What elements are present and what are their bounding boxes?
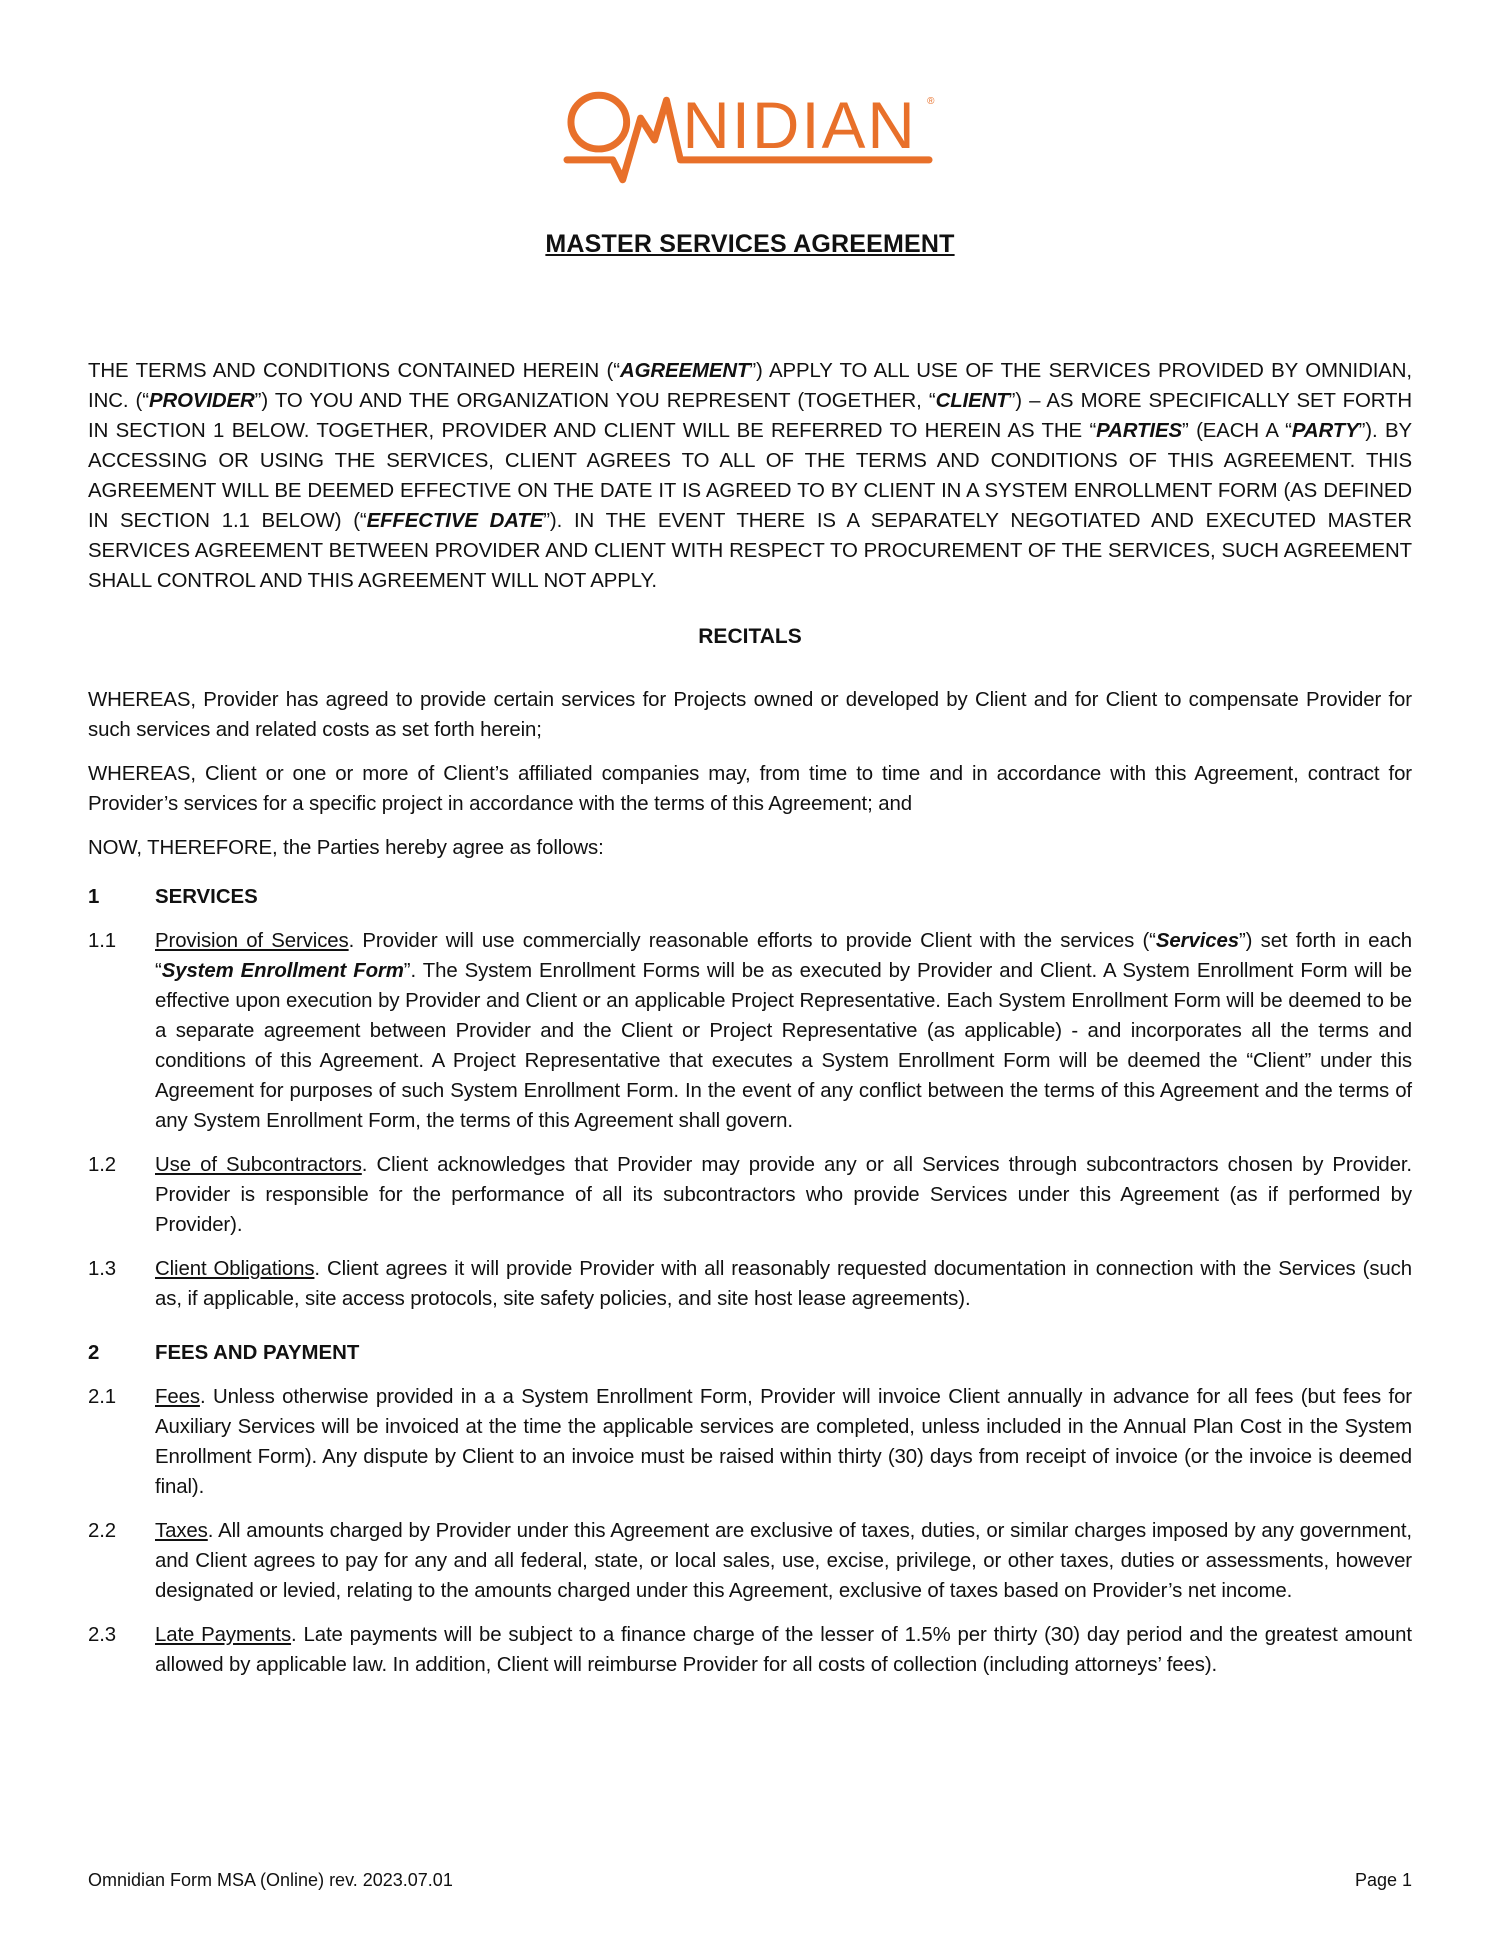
page-number: Page 1 bbox=[1354, 1870, 1412, 1890]
defined-term: PROVIDER bbox=[148, 390, 255, 412]
defined-term: CLIENT bbox=[935, 390, 1009, 412]
logo-wordmark: NIDIAN bbox=[682, 88, 917, 162]
recitals-heading: RECITALS bbox=[698, 625, 802, 648]
clause-1-3: 1.3 Client Obligations. Client agrees it will provide Provider with all reasonably requested documentation in connection with the Services (such as, if applicable, site access protocols, site safety policies, and site host lease agreements). bbox=[88, 1258, 1412, 1310]
defined-term: PARTY bbox=[1291, 420, 1359, 442]
registered-mark: ® bbox=[927, 96, 935, 108]
whereas-2: WHEREAS, Client or one or more of Client’s affiliated companies may, from time to time and in accordance with this Agreement, contract for Provider’s services for a specific project in accordance with the terms of this Agreement; and bbox=[88, 763, 1412, 815]
clause-caption: Fees bbox=[155, 1386, 200, 1408]
defined-term: AGREEMENT bbox=[619, 360, 750, 382]
omnidian-logo-icon bbox=[563, 88, 941, 188]
defined-term: Services bbox=[1155, 930, 1239, 952]
defined-term: EFFECTIVE DATE bbox=[366, 510, 544, 532]
document-title: MASTER SERVICES AGREEMENT bbox=[545, 230, 955, 258]
whereas-1: WHEREAS, Provider has agreed to provide certain services for Projects owned or developed by Client and for Client to compensate Provider for such services and related costs as set forth herein; bbox=[88, 689, 1412, 741]
clause-caption: Taxes bbox=[155, 1520, 208, 1542]
now-therefore: NOW, THEREFORE, the Parties hereby agree as follows: bbox=[88, 837, 604, 859]
page-footer bbox=[88, 1870, 1412, 1891]
section-heading: 1 SERVICES bbox=[88, 886, 258, 908]
clause-2-1: 2.1 Fees. Unless otherwise provided in a a System Enrollment Form, Provider will invoice Client annually in advance for all fees (but fees for Auxiliary Services will be invoiced at the time the applicable services are completed, unless included in the Annual Plan Cost in the System Enrollment Form). Any dispute by Client to an invoice must be raised within thirty (30) days from receipt of invoice (or the invoice is deemed final). bbox=[88, 1386, 1412, 1498]
clause-caption: Client Obligations bbox=[155, 1258, 315, 1280]
clause-2-2: 2.2 Taxes. All amounts charged by Provider under this Agreement are exclusive of taxes, duties, or similar charges imposed by any government, and Client agrees to pay for any and all federal, state, or local sales, use, excise, privilege, or other taxes, duties or assessments, however designated or levied, relating to the amounts charged under this Agreement, exclusive of taxes based on Provider’s net income. bbox=[88, 1520, 1412, 1602]
sections bbox=[88, 882, 1412, 1694]
omnidian-logo bbox=[563, 88, 941, 188]
defined-term: System Enrollment Form bbox=[161, 960, 404, 982]
preamble: THE TERMS AND CONDITIONS CONTAINED HEREIN (“AGREEMENT”) APPLY TO ALL USE OF THE SERVICES PROVIDED BY OMNIDIAN, INC. (“PROVIDER”) TO YOU AND THE ORGANIZATION YOU REPRESENT (TOGETHER, “CLIENT”) – AS MORE SPECIFICALLY SET FORTH IN SECTION 1 BELOW. TOGETHER, PROVIDER AND CLIENT WILL BE REFERRED TO HEREIN AS THE “PARTIES” (EACH A “PARTY”). BY ACCESSING OR USING THE SERVICES, CLIENT AGREES TO ALL OF THE TERMS AND CONDITIONS OF THIS AGREEMENT. THIS AGREEMENT WILL BE DEEMED EFFECTIVE ON THE DATE IT IS AGREED TO BY CLIENT IN A SYSTEM ENROLLMENT FORM (AS DEFINED IN SECTION 1.1 BELOW) (“EFFECTIVE DATE”). IN THE EVENT THERE IS A SEPARATELY NEGOTIATED AND EXECUTED MASTER SERVICES AGREEMENT BETWEEN PROVIDER AND CLIENT WITH RESPECT TO PROCUREMENT OF THE SERVICES, SUCH AGREEMENT SHALL CONTROL AND THIS AGREEMENT WILL NOT APPLY. bbox=[88, 360, 1413, 592]
clause-1-1: 1.1 Provision of Services. Provider will use commercially reasonable efforts to provide Client with the services (“Services”) set forth in each “System Enrollment Form”. The System Enrollment Forms will be as executed by Provider and Client. A System Enrollment Form will be effective upon execution by Provider and Client or an applicable Project Representative. Each System Enrollment Form will be deemed to be a separate agreement between Provider and the Client or Project Representative (as applicable) - and incorporates all the terms and conditions of this Agreement. A Project Representative that executes a System Enrollment Form will be deemed the “Client” under this Agreement for purposes of such System Enrollment Form. In the event of any conflict between the terms of this Agreement and the terms of any System Enrollment Form, the terms of this Agreement shall govern. bbox=[88, 930, 1412, 1132]
clause-2-3: 2.3 Late Payments. Late payments will be subject to a finance charge of the lesser of 1.5% per thirty (30) day period and the greatest amount allowed by applicable law. In addition, Client will reimburse Provider for all costs of collection (including attorneys’ fees). bbox=[88, 1624, 1412, 1676]
form-revision: Omnidian Form MSA (Online) rev. 2023.07.01 bbox=[88, 1870, 453, 1890]
section-heading: 2 FEES AND PAYMENT bbox=[88, 1342, 360, 1364]
recitals bbox=[88, 685, 1412, 877]
clause-caption: Provision of Services bbox=[155, 930, 349, 952]
clause-caption: Late Payments bbox=[155, 1624, 292, 1646]
clause-caption: Use of Subcontractors bbox=[155, 1154, 362, 1176]
defined-term: PARTIES bbox=[1096, 420, 1182, 442]
clause-1-2: 1.2 Use of Subcontractors. Client acknowledges that Provider may provide any or all Services through subcontractors chosen by Provider. Provider is responsible for the performance of all its subcontractors who provide Services under this Agreement (as if performed by Provider). bbox=[88, 1154, 1413, 1236]
